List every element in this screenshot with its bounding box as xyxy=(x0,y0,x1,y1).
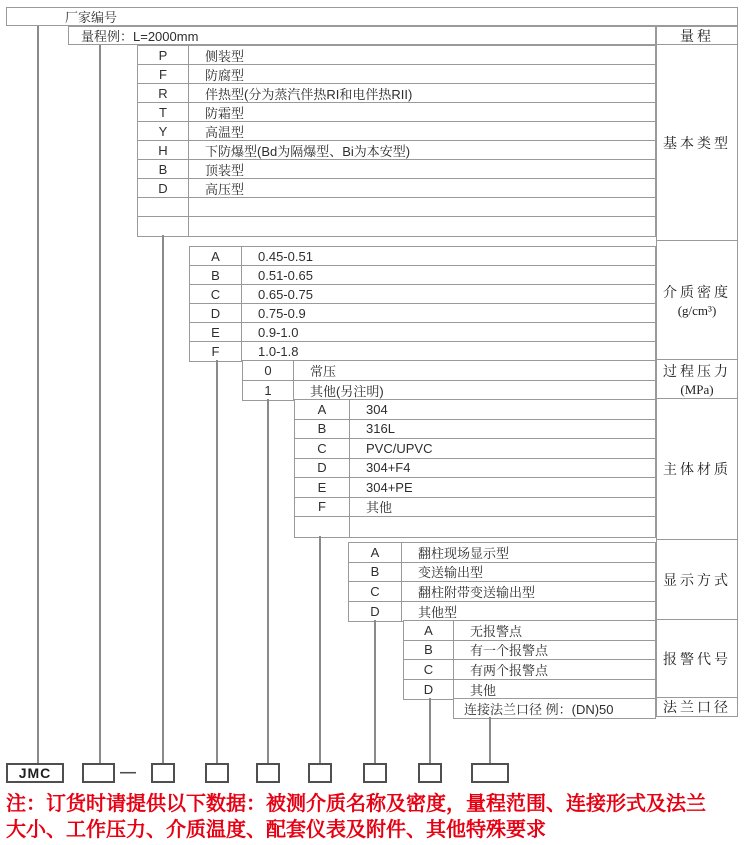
category-flange-size: 法兰口径 xyxy=(656,698,738,717)
category-display-mode: 显示方式 xyxy=(656,540,738,620)
section-medium-density xyxy=(189,246,656,362)
option-row: E 0.9-1.0 xyxy=(190,323,655,342)
model-prefix-box: JMC xyxy=(6,763,64,783)
option-row: A 翻柱现场显示型 xyxy=(349,543,655,563)
option-row: D 其他型 xyxy=(349,602,655,622)
section-alarm-code xyxy=(403,620,656,700)
connector-line-pressure xyxy=(267,399,269,763)
code-box-range xyxy=(82,763,115,783)
code-box-pressure xyxy=(256,763,280,783)
connector-line-basic-type xyxy=(162,235,164,763)
section-body-material xyxy=(294,399,656,538)
density-unit: (g/cm³) xyxy=(677,302,717,318)
option-row: B 0.51-0.65 xyxy=(190,266,655,285)
option-row: T 防霜型 xyxy=(138,103,655,122)
code-box-display xyxy=(363,763,387,783)
option-row: A 0.45-0.51 xyxy=(190,247,655,266)
option-row: B 顶装型 xyxy=(138,160,655,179)
option-row: D 高压型 xyxy=(138,179,655,198)
option-row: E 304+PE xyxy=(295,478,655,498)
code-box-alarm xyxy=(418,763,442,783)
option-row: B 有一个报警点 xyxy=(404,641,655,661)
option-row: D 0.75-0.9 xyxy=(190,304,655,323)
connector-line-alarm xyxy=(429,698,431,763)
category-body-material: 主体材质 xyxy=(656,399,738,540)
connector-line-manufacturer xyxy=(37,26,39,763)
section-basic-type xyxy=(137,45,656,237)
manufacturer-number-label: 厂家编号 xyxy=(65,10,118,25)
option-row: C 有两个报警点 xyxy=(404,660,655,680)
option-row: H 下防爆型(Bd为隔爆型、Bi为本安型) xyxy=(138,141,655,160)
option-row: 1 其他(另注明) xyxy=(243,381,655,401)
category-basic-type: 基本类型 xyxy=(656,45,738,241)
separator-dash: — xyxy=(120,764,136,781)
connector-line-density xyxy=(216,360,218,763)
option-row: C PVC/UPVC xyxy=(295,439,655,459)
option-row: B 316L xyxy=(295,420,655,440)
manufacturer-number-row xyxy=(6,7,738,26)
category-process-pressure: 过程压力 (MPa) xyxy=(656,360,738,399)
option-row: 连接法兰口径 例：(DN)50 xyxy=(464,702,614,717)
order-note-line-2: 大小、工作压力、介质温度、配套仪表及附件、其他特殊要求 xyxy=(6,819,546,841)
pressure-unit: (MPa) xyxy=(680,381,714,397)
option-row: Y 高温型 xyxy=(138,122,655,141)
connector-line-range xyxy=(99,45,101,763)
section-display-mode xyxy=(348,542,656,622)
option-row: F 1.0-1.8 xyxy=(190,342,655,361)
section-flange-size xyxy=(453,698,656,719)
connector-line-flange xyxy=(489,717,491,763)
section-process-pressure xyxy=(242,360,656,401)
option-row: D 其他 xyxy=(404,680,655,700)
code-box-flange xyxy=(471,763,509,783)
order-note xyxy=(6,791,748,843)
range-example-row xyxy=(68,26,656,45)
option-row-empty xyxy=(295,517,655,537)
option-row: A 无报警点 xyxy=(404,621,655,641)
range-example-label: 量程例：L=2000mm xyxy=(81,29,199,44)
option-row: C 0.65-0.75 xyxy=(190,285,655,304)
order-note-line-1: 注：订货时请提供以下数据：被测介质名称及密度，量程范围、连接形式及法兰 xyxy=(6,793,706,815)
option-row: C 翻柱附带变送输出型 xyxy=(349,582,655,602)
option-row: F 其他 xyxy=(295,498,655,518)
category-alarm-code: 报警代号 xyxy=(656,620,738,698)
option-row: D 304+F4 xyxy=(295,459,655,479)
code-box-density xyxy=(205,763,229,783)
code-box-material xyxy=(308,763,332,783)
option-row: R 伴热型(分为蒸汽伴热RI和电伴热RII) xyxy=(138,84,655,103)
option-row: F 防腐型 xyxy=(138,65,655,84)
option-row-empty xyxy=(138,198,655,217)
option-row: P 侧装型 xyxy=(138,46,655,65)
connector-line-display xyxy=(374,620,376,763)
option-row-empty xyxy=(138,217,655,236)
category-range: 量程 xyxy=(656,26,738,45)
code-box-basic-type xyxy=(151,763,175,783)
option-row: A 304 xyxy=(295,400,655,420)
connector-line-material xyxy=(319,536,321,763)
option-row: 0 常压 xyxy=(243,361,655,381)
option-row: B 变送输出型 xyxy=(349,563,655,583)
category-medium-density: 介质密度 (g/cm³) xyxy=(656,241,738,360)
